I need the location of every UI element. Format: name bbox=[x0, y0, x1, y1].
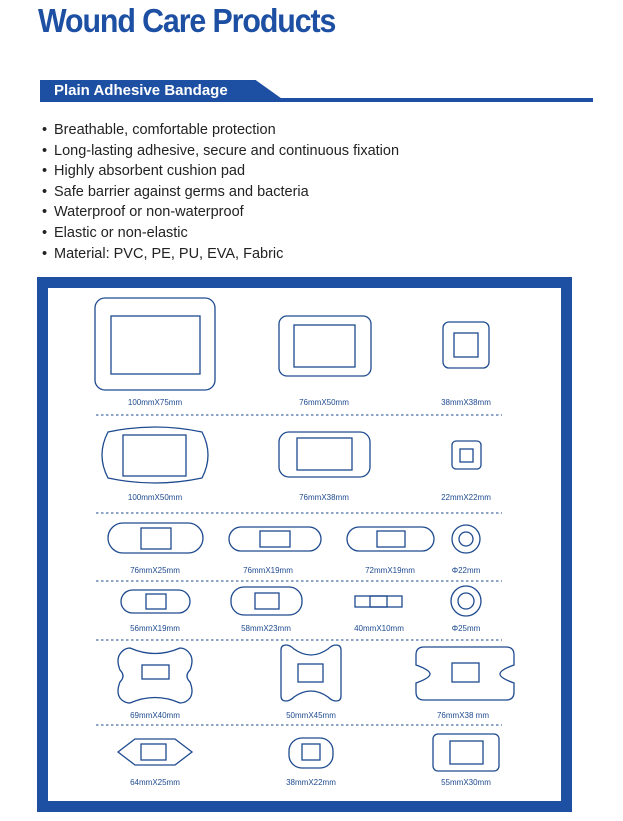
size-label: Φ22mm bbox=[451, 566, 481, 575]
feature-text: Material: PVC, PE, PU, EVA, Fabric bbox=[54, 245, 284, 262]
bandage-22x22-pad bbox=[460, 449, 473, 462]
size-label: 69mmX40mm bbox=[130, 711, 180, 720]
size-label: 72mmX19mm bbox=[365, 566, 415, 575]
bullet-icon: • bbox=[42, 163, 48, 180]
size-label: 76mmX19mm bbox=[243, 566, 293, 575]
size-label: 38mmX22mm bbox=[286, 778, 336, 787]
bandage-76x38-pad bbox=[297, 438, 352, 470]
page-title: Wound Care Products bbox=[38, 2, 336, 39]
bullet-icon: • bbox=[42, 245, 48, 262]
bandage-56x19-pad bbox=[146, 594, 166, 609]
size-label: 58mmX23mm bbox=[241, 624, 291, 633]
size-label: 76mmX38mm bbox=[299, 493, 349, 502]
bandage-38x38-outline bbox=[443, 322, 489, 368]
feature-text: Waterproof or non-waterproof bbox=[54, 204, 244, 221]
size-label: 56mmX19mm bbox=[130, 624, 180, 633]
bandage-round-25-outline bbox=[451, 586, 481, 616]
bandage-64x25-pad bbox=[141, 744, 166, 760]
bandage-round-22-outline bbox=[452, 525, 480, 553]
bandage-50x45-outline bbox=[281, 645, 341, 701]
bullet-icon: • bbox=[42, 183, 48, 200]
bandage-round-22-pad bbox=[459, 532, 473, 546]
bandage-69x40-pad bbox=[142, 665, 169, 679]
bandage-100x50-pad bbox=[123, 435, 186, 476]
bandage-76x50-pad bbox=[294, 325, 355, 367]
size-label: 50mmX45mm bbox=[286, 711, 336, 720]
bandage-38x22-outline bbox=[289, 738, 333, 768]
bandage-69x40-outline bbox=[118, 648, 192, 703]
section-title: Plain Adhesive Bandage bbox=[54, 82, 228, 99]
bandage-72x19-pad bbox=[377, 531, 405, 547]
bandage-76x38b-outline bbox=[416, 647, 514, 700]
bandage-22x22-outline bbox=[452, 441, 481, 469]
feature-text: Long-lasting adhesive, secure and continuous fixation bbox=[54, 142, 400, 159]
bandage-55x30-pad bbox=[450, 741, 483, 764]
size-label: 64mmX25mm bbox=[130, 778, 180, 787]
bandage-76x38b-pad bbox=[452, 663, 479, 682]
bullet-icon: • bbox=[42, 122, 48, 138]
size-label: 40mmX10mm bbox=[354, 624, 404, 633]
bandage-76x25-pad bbox=[141, 528, 171, 549]
feature-text: Elastic or non-elastic bbox=[54, 224, 188, 241]
size-label: 76mmX25mm bbox=[130, 566, 180, 575]
bandage-50x45-pad bbox=[298, 664, 323, 682]
bandage-38x22-pad bbox=[302, 744, 320, 760]
size-label: 76mmX38 mm bbox=[436, 711, 490, 720]
bandage-55x30-outline bbox=[433, 734, 499, 771]
bandage-40x10-outline bbox=[355, 596, 402, 607]
size-label: 22mmX22mm bbox=[441, 493, 491, 502]
size-label: 38mmX38mm bbox=[441, 398, 491, 407]
bandage-38x38-pad bbox=[454, 333, 478, 357]
bandage-100x75-pad bbox=[111, 316, 200, 374]
bandage-100x75-outline bbox=[95, 298, 215, 390]
size-label: Φ25mm bbox=[451, 624, 481, 633]
size-label: 100mmX50mm bbox=[127, 493, 183, 502]
size-label: 55mmX30mm bbox=[441, 778, 491, 787]
bullet-icon: • bbox=[42, 142, 48, 159]
bandage-40x10-pad bbox=[370, 596, 387, 607]
feature-text: Breathable, comfortable protection bbox=[54, 122, 276, 138]
size-label: 76mmX50mm bbox=[299, 398, 349, 407]
bandage-round-25-pad bbox=[458, 593, 474, 609]
feature-text: Safe barrier against germs and bacteria bbox=[54, 183, 309, 200]
bandage-64x25-outline bbox=[118, 739, 192, 765]
bullet-icon: • bbox=[42, 224, 48, 241]
bandage-76x19-pad bbox=[260, 531, 290, 547]
bullet-icon: • bbox=[42, 204, 48, 221]
bandage-58x23-pad bbox=[255, 593, 279, 609]
feature-text: Highly absorbent cushion pad bbox=[54, 163, 246, 180]
bandage-58x23-outline bbox=[231, 587, 302, 615]
size-label: 100mmX75mm bbox=[127, 398, 183, 407]
